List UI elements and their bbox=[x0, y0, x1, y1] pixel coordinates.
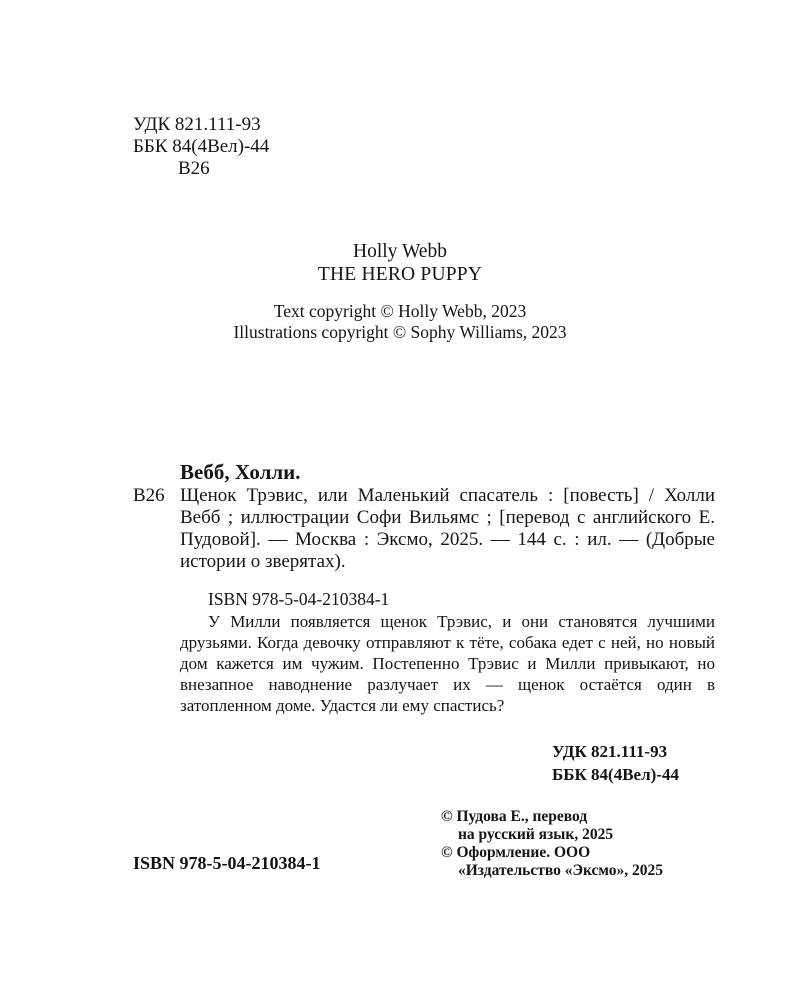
bbk-code-bottom: ББК 84(4Вел)-44 bbox=[552, 765, 679, 784]
bibliographic-description: Щенок Трэвис, или Маленький спасатель : [повесть] / Холли Вебб ; иллюстрации Софи Вильямс ; [перевод с английского Е. Пудовой]. — Москва : Эксмо, 2025. — 144 с. : ил. — (Добрые истории о зверятах). bbox=[180, 485, 715, 572]
translation-copyright-cont: на русский язык, 2025 bbox=[458, 826, 614, 843]
classification-top bbox=[133, 114, 269, 180]
classification-bottom bbox=[552, 740, 679, 786]
original-title: THE HERO PUPPY bbox=[317, 264, 483, 285]
original-author: Holly Webb bbox=[353, 241, 447, 262]
annotation: У Милли появляется щенок Трэвис, и они становятся лучшими друзьями. Когда девочку отправляют к тёте, собака едет с ней, но новый дом кажется им чужим. Постепенно Трэвис и Милли привыкают, но внезапное наводнение разлучает их — щенок остаётся один в затопленном доме. Удастся ли ему спастись? bbox=[180, 612, 715, 715]
udk-code-bottom: УДК 821.111-93 bbox=[552, 742, 668, 761]
entry-isbn: ISBN 978-5-04-210384-1 bbox=[208, 589, 390, 609]
udk-code: УДК 821.111-93 bbox=[133, 114, 261, 135]
copyright-block bbox=[441, 808, 663, 880]
illustrations-copyright: Illustrations copyright © Sophy Williams, 2023 bbox=[233, 322, 567, 342]
isbn-bottom: ISBN 978-5-04-210384-1 bbox=[133, 853, 321, 873]
author-mark: В26 bbox=[178, 158, 210, 179]
design-copyright-cont: «Издательство «Эксмо», 2025 bbox=[458, 862, 664, 879]
bbk-code: ББК 84(4Вел)-44 bbox=[133, 136, 270, 157]
entry-author-mark: В26 bbox=[133, 485, 165, 506]
design-copyright: © Оформление. ООО bbox=[441, 844, 591, 861]
text-copyright: Text copyright © Holly Webb, 2023 bbox=[273, 301, 527, 321]
translation-copyright: © Пудова Е., перевод bbox=[441, 808, 588, 825]
entry-heading: Вебб, Холли. bbox=[180, 460, 301, 484]
